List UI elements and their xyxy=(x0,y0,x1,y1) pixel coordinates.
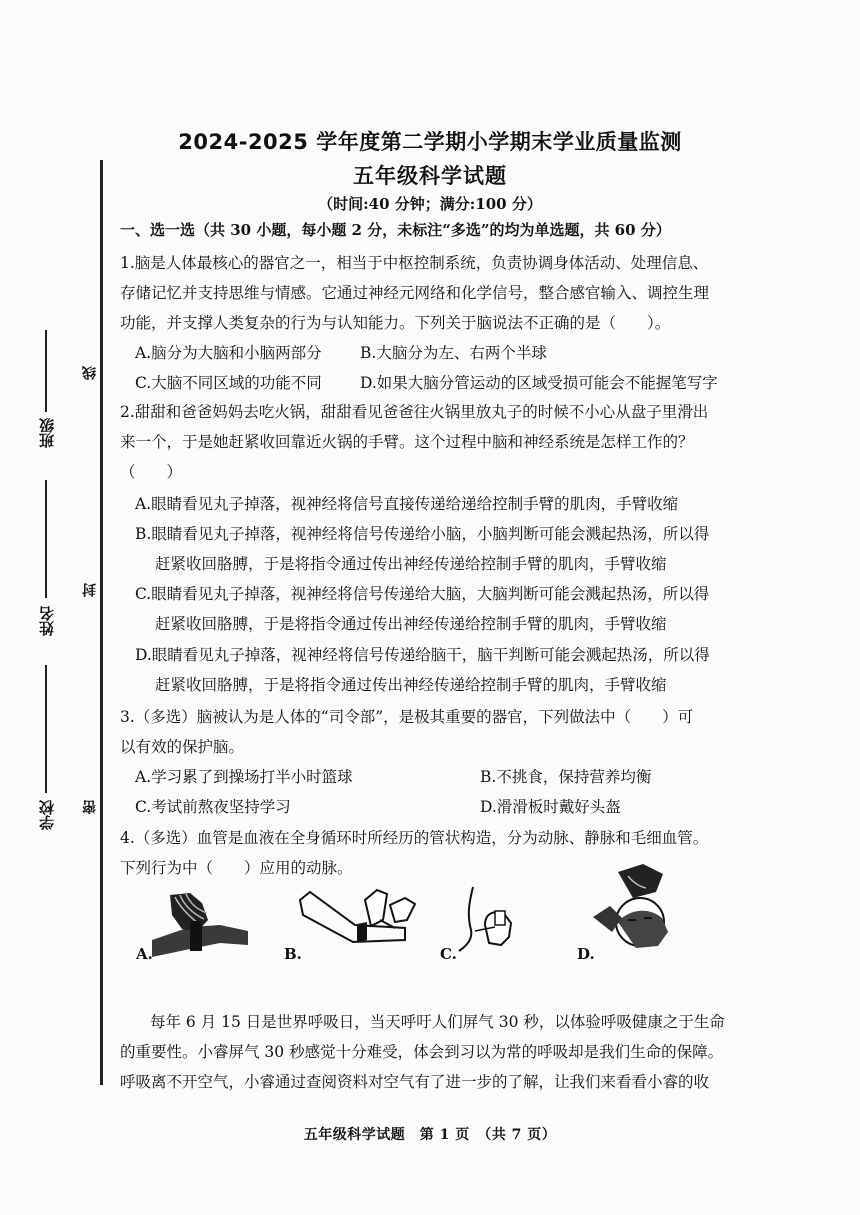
name-write-line[interactable] xyxy=(45,480,47,598)
seal-mi-text: 密 xyxy=(82,800,98,814)
binding-margin-rule xyxy=(100,160,103,1085)
q1-option-a[interactable]: A.脑分为大脑和小脑两部分 xyxy=(135,344,322,362)
class-label: 班级 xyxy=(38,418,56,448)
q4-option-c[interactable]: C. xyxy=(440,945,457,963)
section-1-heading: 一、选一选（共 30 小题，每小题 2 分，未标注“多选”的均为单选题，共 60 分） xyxy=(120,221,671,239)
q3-line-2: 以有效的保护脑。 xyxy=(120,738,245,756)
q4-line-2: 下列行为中（ ）应用的动脉。 xyxy=(120,859,353,877)
passage-line-3: 呼吸离不开空气，小睿通过查阅资料对空气有了进一步的了解，让我们来看看小睿的收 xyxy=(120,1073,710,1091)
q3-option-c[interactable]: C.考试前熬夜坚持学习 xyxy=(135,798,291,816)
exam-title: 2024-2025 学年度第二学期小学期末学业质量监测 xyxy=(178,130,682,154)
q2-option-a[interactable]: A.眼睛看见丸子掉落，视神经将信号直接传递给递给控制手臂的肌肉，手臂收缩 xyxy=(135,495,679,513)
q2-option-c[interactable]: C.眼睛看见丸子掉落，视神经将信号传递给大脑，大脑判断可能会溅起热汤，所以得 xyxy=(135,585,710,603)
q2-line-1: 2.甜甜和爸爸妈妈去吃火锅，甜甜看见爸爸往火锅里放丸子的时候不小心从盘子里滑出 xyxy=(120,403,709,421)
iv-drip-hand-icon xyxy=(455,885,525,955)
q1-option-d[interactable]: D.如果大脑分管运动的区域受损可能会不能握笔写字 xyxy=(360,374,718,392)
q1-line-2: 存储记忆并支持思维与情感。它通过神经元网络和化学信号，整合感官输入、调控生理 xyxy=(120,284,710,302)
name-label: 姓名 xyxy=(38,606,56,636)
seal-feng-text: 封 xyxy=(82,583,98,597)
q1-line-3: 功能，并支撑人类复杂的行为与认知能力。下列关于脑说法不正确的是（ ）。 xyxy=(120,314,671,332)
q2-option-b-cont: 赶紧收回胳膊，于是将指令通过传出神经传递给控制手臂的肌肉，手臂收缩 xyxy=(155,555,667,573)
q2-option-b[interactable]: B.眼睛看见丸子掉落，视神经将信号传递给小脑，小脑判断可能会溅起热汤，所以得 xyxy=(135,525,710,543)
page-footer: 五年级科学试题 第 1 页 （共 7 页） xyxy=(303,1127,557,1143)
q2-option-d-cont: 赶紧收回胳膊，于是将指令通过传出神经传递给控制手臂的肌肉，手臂收缩 xyxy=(155,676,667,694)
class-write-line[interactable] xyxy=(45,330,47,412)
pressing-wrist-icon xyxy=(150,885,250,965)
q1-option-b[interactable]: B.大脑分为左、右两个半球 xyxy=(360,344,547,362)
seal-xian-text: 线 xyxy=(82,366,98,380)
passage-line-1: 每年 6 月 15 日是世界呼吸日，当天呼吁人们屏气 30 秒，以体验呼吸健康之于生命 xyxy=(150,1013,725,1031)
q2-option-d[interactable]: D.眼睛看见丸子掉落，视神经将信号传递给脑干，脑干判断可能会溅起热汤，所以得 xyxy=(135,646,710,664)
q1-option-c[interactable]: C.大脑不同区域的功能不同 xyxy=(135,374,322,392)
exam-time-score: （时间:40 分钟；满分:100 分） xyxy=(318,195,542,213)
q2-answer-bracket[interactable]: （ ） xyxy=(120,463,183,481)
checking-neck-pulse-icon xyxy=(588,862,678,957)
passage-line-2: 的重要性。小睿屏气 30 秒感觉十分难受，体会到习以为常的呼吸却是我们生命的保障。 xyxy=(120,1043,724,1061)
q3-option-b[interactable]: B.不挑食，保持营养均衡 xyxy=(480,768,652,786)
school-write-line[interactable] xyxy=(45,665,47,793)
q4-option-a[interactable]: A. xyxy=(136,945,153,963)
q4-option-b[interactable]: B. xyxy=(284,945,302,963)
taking-blood-arm-icon xyxy=(295,880,425,955)
q4-option-d[interactable]: D. xyxy=(577,945,595,963)
exam-subtitle: 五年级科学试题 xyxy=(353,164,507,188)
q3-option-a[interactable]: A.学习累了到操场打半小时篮球 xyxy=(135,768,353,786)
school-label: 学校 xyxy=(38,800,56,830)
q4-line-1: 4.（多选）血管是血液在全身循环时所经历的管状构造，分为动脉、静脉和毛细血管。 xyxy=(120,829,709,847)
q2-option-c-cont: 赶紧收回胳膊，于是将指令通过传出神经传递给控制手臂的肌肉，手臂收缩 xyxy=(155,615,667,633)
q2-line-2: 来一个，于是她赶紧收回靠近火锅的手臂。这个过程中脑和神经系统是怎样工作的？ xyxy=(120,433,694,451)
q1-line-1: 1.脑是人体最核心的器官之一，相当于中枢控制系统，负责协调身体活动、处理信息、 xyxy=(120,254,709,272)
q3-option-d[interactable]: D.滑滑板时戴好头盔 xyxy=(480,798,621,816)
q3-line-1: 3.（多选）脑被认为是人体的“司令部”，是极其重要的器官，下列做法中（ ）可 xyxy=(120,708,694,726)
